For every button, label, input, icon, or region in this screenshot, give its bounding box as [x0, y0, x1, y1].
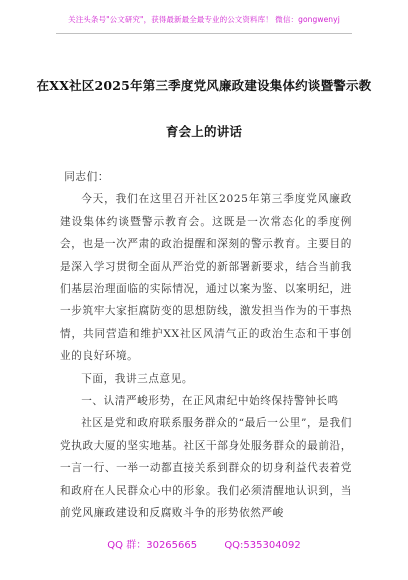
- header-divider: [56, 33, 352, 34]
- document-title-line-1: 在XX社区2025年第三季度党风廉政建设集体约谈暨警示教: [36, 78, 372, 93]
- footer-qq-group: QQ 群：30265665: [107, 540, 198, 551]
- footer-qq-number: QQ:535304092: [224, 540, 301, 551]
- salutation: 同志们：: [64, 171, 110, 183]
- paragraph-opening: 今天，我们在这里召开社区2025年第三季度党风廉政建设集体约谈暨警示教育会。这既是一次常态化的季度例会，也是一次严肃的政治提醒和深刻的警示教育。主要目的是深入学习贯彻全面从严治党的新部署新要求，结合当前我们基层治理面临的实际情况，通过以案为鉴、以案明纪，进一步筑牢大家拒腐防变的思想防线，激发担当作为的干事热情，共同营造和维护XX社区风清气正的政治生态和干事创业的良好环境。: [60, 193, 352, 363]
- header-promo-note: 关注头条号"公文研究"，获得最新最全最专业的公文资料库！ 微信：gongwenyj: [68, 15, 340, 24]
- footer-contact: [0, 536, 408, 551]
- document-body: [60, 166, 352, 525]
- document-title-line-2: 育会上的讲话: [165, 124, 243, 139]
- paragraph-transition: 下面，我讲三点意见。: [81, 372, 194, 385]
- paragraph-section-1: 社区是党和政府联系服务群众的“最后一公里”，是我们党执政大厦的坚实地基。社区干部身处服务群众的最前沿，一言一行、一举一动都直接关系到群众的切身利益代表着党和政府在人民群众心中的形象。我们必须清醒地认识到，当前党风廉政建设和反腐败斗争的形势依然严峻: [60, 417, 352, 520]
- section-heading-1: 一、认清严峻形势，在正风肃纪中始终保持警钟长鸣: [81, 395, 339, 408]
